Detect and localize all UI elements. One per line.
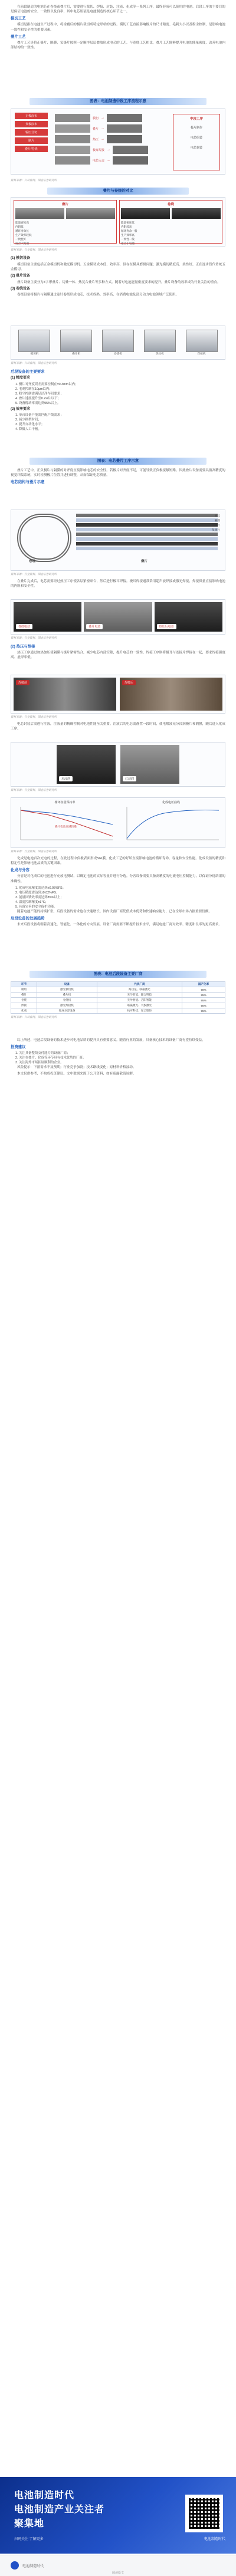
table-cell: 85%	[182, 993, 225, 998]
welding-photo	[14, 678, 116, 711]
promo-line-2: 电池制造产业关注者	[14, 2505, 105, 2515]
flow-step-label: 负极涂布	[15, 121, 48, 127]
arrow-right-icon: →	[101, 137, 105, 141]
intro-section	[0, 5, 236, 52]
stacking-section	[0, 454, 236, 486]
process-image	[55, 114, 90, 122]
link-heading[interactable]: 后段设备的主要要求	[11, 370, 45, 374]
subheading: (1) 精度要求	[11, 376, 31, 380]
figure-source: 资料来源：公司官网，国金证券研究所	[11, 362, 57, 364]
arrow-right-icon: →	[107, 148, 111, 152]
cell-photo	[155, 602, 222, 632]
photo-label: 焊接后	[122, 680, 136, 685]
photo-label: 未浸润	[59, 776, 73, 781]
bullet-item: 2. 减少换型时间；	[15, 418, 41, 422]
figure-source: 资料来源：行业资料，国金证券研究所	[11, 850, 57, 853]
table-header: 国产化率	[182, 982, 225, 987]
bullet-item: 4. 温度控制精度±1℃；	[15, 900, 48, 904]
figure-comparison	[0, 195, 236, 248]
paragraph: 叠片设备主要分为Z字形叠片、切叠一体、热复合叠片等多种方式。随着对电池能量密度要求的提升，叠片设备的效率成为行业关注的重点。	[17, 280, 221, 284]
flow-step-label: 辊压分切	[15, 129, 48, 136]
bullet-item: 1. 单台设备产能需匹配产线需求；	[15, 413, 64, 418]
section-heading-stacking: 叠片工艺	[11, 34, 26, 39]
table-cell: 先导智能、吉阳智能	[97, 998, 182, 1003]
table-row	[11, 993, 225, 998]
layer	[76, 518, 218, 522]
formation-section	[0, 856, 236, 929]
equipment-label: 焊接机	[197, 352, 206, 355]
section-heading: 投资建议	[11, 1045, 26, 1050]
figure-process-flow	[0, 106, 236, 177]
process-image	[55, 146, 90, 154]
table-row	[11, 1003, 225, 1008]
photo-label: 热压后电芯	[157, 624, 176, 629]
paragraph: 电芯封装后需进行注液，注液量的精确控制对电池性能至关重要。注液后的电芯需静置一段时间，使电解液充分浸润极片和隔膜，随后进入化成工序。	[11, 722, 225, 731]
equipment-section	[0, 255, 236, 300]
figure-source: 资料来源：行业资料，国金证券研究所	[11, 715, 57, 718]
compare-left-row: 能量密度高	[15, 221, 29, 224]
intro-paragraph-2: 模切是指在电池生产过程中，将涂覆后的极片裁切成特定形状的过程。模切工艺直接影响极片的尺寸精度、毛刺大小以及粉尘控制，是影响电池一致性和安全性的重要因素。	[11, 23, 225, 32]
bullet-item: 3. 能量回馈效率需达到85%以上；	[15, 895, 64, 899]
compare-right-row: 能量密度低	[121, 221, 135, 224]
bullet-item: 4. 叠片速度提升至0.2s/片以下；	[15, 396, 61, 400]
figure-source: 资料来源：行业资料，国金证券研究所	[11, 248, 57, 251]
promo-brand: 电池制造时代	[204, 2538, 225, 2541]
section-heading: 后段设备的发展趋势	[11, 916, 45, 921]
compare-left-row: 循环寿命长	[15, 229, 29, 232]
flow-step-label: 叠片/卷绕	[15, 146, 48, 152]
equipment-image	[18, 330, 50, 352]
table-header: 设备	[37, 982, 97, 987]
table-cell: 激光模切机	[37, 987, 97, 993]
bullet-item: 1. 化成电流精度需达到±0.05%FS；	[15, 886, 66, 890]
cell-photo	[14, 602, 81, 632]
vendors-table	[11, 981, 225, 1014]
compare-right-row: 一致性一般	[121, 238, 135, 241]
promo-line-1: 电池制造时代	[14, 2490, 75, 2501]
table-cell: 95%	[182, 1008, 225, 1014]
vendors-table-section	[0, 967, 236, 1020]
table-row	[11, 1008, 225, 1014]
compare-right-title: 卷绕	[167, 203, 174, 206]
bullet-item: 2. 电压精度需达到±0.02%FS；	[15, 891, 60, 895]
bullet-item: 1. 关注具备整线交付能力的设备厂商；	[15, 1052, 70, 1056]
layer-label: 正极片	[212, 524, 220, 527]
equipment-image	[60, 330, 92, 352]
bullet-item: 3. 粉尘控制需满足洁净车间要求；	[15, 392, 64, 396]
layer	[76, 514, 218, 517]
wetting-photo	[120, 745, 179, 784]
subheading: (2) 效率要求	[11, 407, 31, 411]
compare-left-row: 生产效率较低	[15, 234, 32, 236]
risk-paragraph: 风险提示：下游需求不及预期；行业竞争加剧；技术路线变化；原材料价格波动。	[17, 1066, 136, 1070]
section-heading-die-cutting: 模切工艺	[11, 17, 26, 21]
process-image	[113, 146, 148, 154]
flow-right-item: 电芯组装	[190, 136, 202, 140]
table-cell: 90%	[182, 987, 225, 993]
equipment-label: 热压机	[155, 352, 164, 355]
paragraph: 未来后段设备将朝着高速化、智能化、一体化的方向发展。设备厂商需要不断提升技术水平，满足电池厂商对效率、精度和良率的更高要求。	[17, 923, 222, 927]
figure-cell-photos	[0, 597, 236, 635]
qr-code-icon[interactable]	[185, 2495, 223, 2532]
welding-photo	[120, 678, 222, 711]
stack-illustration	[66, 208, 115, 219]
figure-cell-structure	[0, 507, 236, 572]
figure-charts	[0, 795, 236, 848]
promo-line-3: 聚集地	[14, 2519, 45, 2529]
equipment-image	[186, 330, 218, 352]
disclaimer-paragraph: 本文仅供参考，不构成投资建议。文中数据来源于公开资料，如有疏漏敬请谅解。	[17, 1072, 136, 1076]
figure-equipment	[0, 323, 236, 360]
table-cell: 海目星、联赢激光	[97, 987, 182, 993]
structure-label-right: 叠片	[141, 560, 148, 563]
flow-step-label: 制片	[15, 137, 48, 144]
paragraph: 模切设备主要包括五金模切机和激光模切机。五金模切成本低、效率高，但存在模具磨损问题；激光模切精度高、柔性好，正在逐步替代传统五金模切。	[11, 262, 225, 271]
table-cell: 卷绕机	[37, 998, 97, 1003]
structure-label-left: 卷绕	[29, 560, 36, 563]
wetting-photo	[57, 745, 116, 784]
table-cell: 化成	[11, 1008, 37, 1014]
paragraph: 热压工序通过加热加压使隔膜与极片紧密结合，减少电芯内部空隙，提升电芯的一致性。焊接工序则将极耳与连接片焊接在一起，要求焊接强度高、虚焊率低。	[11, 651, 225, 660]
equipment-label: 模切机	[30, 352, 39, 355]
bullet-item: 3. 提升自动化水平；	[15, 423, 45, 427]
figure-banner: 图表：电池制造中段工序流程示意	[30, 98, 206, 105]
flow-mid-label: 热压	[93, 137, 99, 142]
layer-label: 负极片	[212, 528, 220, 531]
requirements-section	[0, 368, 236, 432]
account-name[interactable]: 电池制造时代	[22, 2564, 44, 2568]
figure-source: 资料来源：行业资料，国金证券研究所	[11, 788, 57, 791]
paragraph: 分容是对化成后的电池进行充放电测试，以确定电池的实际容量并进行分选。分容设备需要具备高精度的电流电压控制能力，以保证分选结果的准确性。	[11, 875, 225, 883]
bullet-item: 5. 具备完善的安全保护功能。	[15, 905, 57, 909]
layer	[76, 528, 218, 531]
chart-annotation: 叠片电池衰减较慢	[55, 825, 77, 828]
account-avatar-icon[interactable]	[11, 2561, 19, 2570]
photo-label: 叠片电芯	[86, 624, 103, 629]
subheading: (2) 叠片设备	[11, 274, 31, 278]
conclusion-section	[0, 1038, 236, 1079]
compare-left-row: 适合大电池	[15, 242, 29, 245]
process-image	[113, 156, 148, 165]
chart-title: 循环容量保持率	[54, 801, 76, 804]
arrow-right-icon: →	[101, 127, 105, 130]
layer-label: 隔膜	[214, 519, 220, 522]
arrow-right-icon: →	[107, 159, 111, 162]
comparison-banner: 叠片与卷绕的对比	[47, 188, 189, 195]
flow-right-item: 电芯封装	[190, 146, 202, 150]
process-image	[107, 124, 142, 133]
equipment-image	[102, 330, 134, 352]
compare-right-row: 生产效率高	[121, 234, 135, 236]
equipment-label: 叠片机	[72, 352, 81, 355]
bottom-bar	[0, 2555, 236, 2576]
layer	[76, 547, 218, 550]
section-heading: 电芯结构与叠片示意	[11, 480, 45, 485]
figure-source: 资料来源：行业资料，国金证券研究所	[11, 573, 57, 576]
table-row	[11, 998, 225, 1003]
compare-left-row: 内阻低	[15, 225, 24, 228]
equipment-label: 卷绕机	[114, 352, 122, 355]
figure-banner: 图表：电芯叠片工序示意	[30, 458, 206, 465]
cycle-chart	[14, 804, 114, 845]
table-cell: 焊接	[11, 1003, 37, 1008]
table-cell: 化成分容设备	[37, 1008, 97, 1014]
cell-photo	[84, 602, 152, 632]
equipment-image	[144, 330, 176, 352]
layer-label: 极耳	[214, 514, 220, 517]
table-header: 代表厂商	[97, 982, 182, 987]
paragraph: 卷绕设备将极片与隔膜通过卷针卷绕形成电芯，技术成熟、效率高，在消费电池及部分动力电池领域广泛使用。	[17, 293, 179, 297]
hot-press-section	[0, 579, 236, 590]
flow-step-label: 正极涂布	[15, 113, 48, 119]
paragraph: 综上所述，电池后段设备的技术进步对电池品质的提升具有重要意义。随着行业的发展，具备核心技术的设备厂商有望持续受益。	[17, 1039, 205, 1042]
promo-banner[interactable]	[0, 2477, 236, 2554]
wound-cell-illustration	[17, 514, 71, 562]
section-heading: (2) 热压与焊接	[11, 645, 35, 649]
chart-title: 化成电压曲线	[162, 801, 180, 804]
table-row	[11, 987, 225, 993]
intro-paragraph: 在前段制造的电池芯在卷绕或叠片后，需要进行裁切、焊接、封装、注液、化成等一系列工序，最终形成可以使用的电池。后段工序的主要目的是保证电池的安全、一致性以及良率，其中电芯组装是电池制造的核心环节之一。	[11, 5, 225, 14]
table-cell: 杭可科技、星云股份	[97, 1008, 182, 1014]
layer	[76, 537, 218, 541]
layer	[76, 542, 218, 546]
process-image	[107, 135, 142, 143]
process-image	[107, 114, 142, 122]
read-original-link[interactable]: 阅读原文	[112, 2571, 124, 2575]
compare-right-row: 内阻较高	[121, 225, 132, 228]
flow-mid-label: 极耳焊接	[93, 148, 105, 152]
process-image	[55, 156, 90, 165]
subheading: (3) 卷绕设备	[11, 287, 31, 291]
photo-label: 焊接前	[16, 680, 30, 685]
table-cell: 95%	[182, 998, 225, 1003]
process-image	[55, 135, 90, 143]
photo-label: 卷绕电芯	[16, 624, 32, 629]
table-cell: 联赢激光、大族激光	[97, 1003, 182, 1008]
table-cell: 激光焊接机	[37, 1003, 97, 1008]
paragraph: 在叠片完成后，电芯需要经过热压工序使各层紧密贴合，然后进行极耳焊接。极耳焊接通常采用超声波焊接或激光焊接，焊接质量直接影响电池的内阻和安全性。	[11, 580, 225, 589]
photo-label: 已浸润	[123, 776, 136, 781]
bullet-item: 1. 极片对齐度误差需要控制在±0.3mm以内；	[15, 382, 78, 386]
bullet-item: 3. 关注海外市场拓展顺利的企业。	[15, 1061, 64, 1065]
compare-right-row: 循环寿命一般	[121, 229, 137, 232]
figure-source: 资料来源：行业资料，国金证券研究所	[11, 636, 57, 639]
flow-right-item: 极片制作	[190, 126, 202, 130]
stack-illustration	[15, 208, 64, 219]
flow-mid-label: 电芯入壳	[93, 159, 105, 163]
table-cell: 模切	[11, 987, 37, 993]
welding-section	[0, 643, 236, 662]
wind-illustration	[121, 208, 170, 219]
compare-right-row: 适合小电池	[121, 242, 135, 245]
paragraph: 随着电池产能的持续扩张，后段设备的需求也在快速增长。国内设备厂商凭借成本优势和快速响应能力，已在全球市场占据重要份额。	[17, 909, 212, 914]
promo-subtext: 扫码关注 了解更多	[14, 2538, 44, 2541]
figure-source: 资料来源：公司官网，国金证券研究所	[11, 1016, 57, 1018]
table-header: 环节	[11, 982, 37, 987]
paragraph: 化成是电池首次充电的过程，在此过程中负极表面形成SEI膜，化成工艺的好坏直接影响电池的循环寿命、容量和安全性能。化成设备的精度和稳定性是影响电池品质的关键因素。	[11, 857, 225, 866]
table-cell: 卷绕	[11, 998, 37, 1003]
flow-right-title: 中段工序	[189, 117, 203, 121]
table-banner: 图表：电池后段设备主要厂商	[30, 971, 206, 978]
paragraph: 叠片工艺中，正负极片与隔膜的对齐度直接影响电芯的安全性。若极片对齐度不足，可能导致正负极接触短路。因此叠片设备需要具备高精度的视觉纠偏系统，实时检测极片位置并进行调整，从而保证电芯质量。	[11, 469, 225, 478]
arrow-right-icon: →	[101, 116, 105, 120]
intro-paragraph-3: 叠片工艺是将正极片、隔膜、负极片按照一定顺序层层叠放形成电芯的工艺。与卷绕工艺相比，叠片工艺能够提升电池的能量密度，改善电池内部结构的一致性。	[11, 41, 225, 50]
table-cell: 叠片机	[37, 993, 97, 998]
subheading: (1) 模切设备	[11, 257, 31, 260]
layer	[76, 533, 218, 536]
bullet-item: 5. 设备稼动率需达到95%以上。	[15, 401, 61, 405]
injection-section	[0, 722, 236, 733]
bullet-item: 2. 关注在叠片、化成等环节具有技术优势的厂商；	[15, 1056, 86, 1060]
bullet-item: 2. 毛刺控制在10μm以内；	[15, 387, 53, 391]
process-image	[55, 124, 90, 133]
table-cell: 叠片	[11, 993, 37, 998]
compare-left-title: 叠片	[61, 203, 68, 206]
table-cell: 先导智能、赢合科技	[97, 993, 182, 998]
formation-chart	[120, 804, 220, 845]
compare-left-row: 一致性好	[15, 238, 27, 241]
table-cell: 90%	[182, 1003, 225, 1008]
wind-illustration	[172, 208, 221, 219]
figure-source: 资料来源：公司官网，国金证券研究所	[11, 179, 57, 182]
flow-mid-label: 模切	[93, 116, 99, 120]
figure-welding	[0, 672, 236, 714]
section-heading: 化成与分容	[11, 868, 30, 873]
flow-mid-label: 叠片	[93, 127, 99, 131]
bullet-item: 4. 降低人工干预。	[15, 428, 41, 432]
layer	[76, 523, 218, 527]
figure-wetting	[0, 740, 236, 787]
